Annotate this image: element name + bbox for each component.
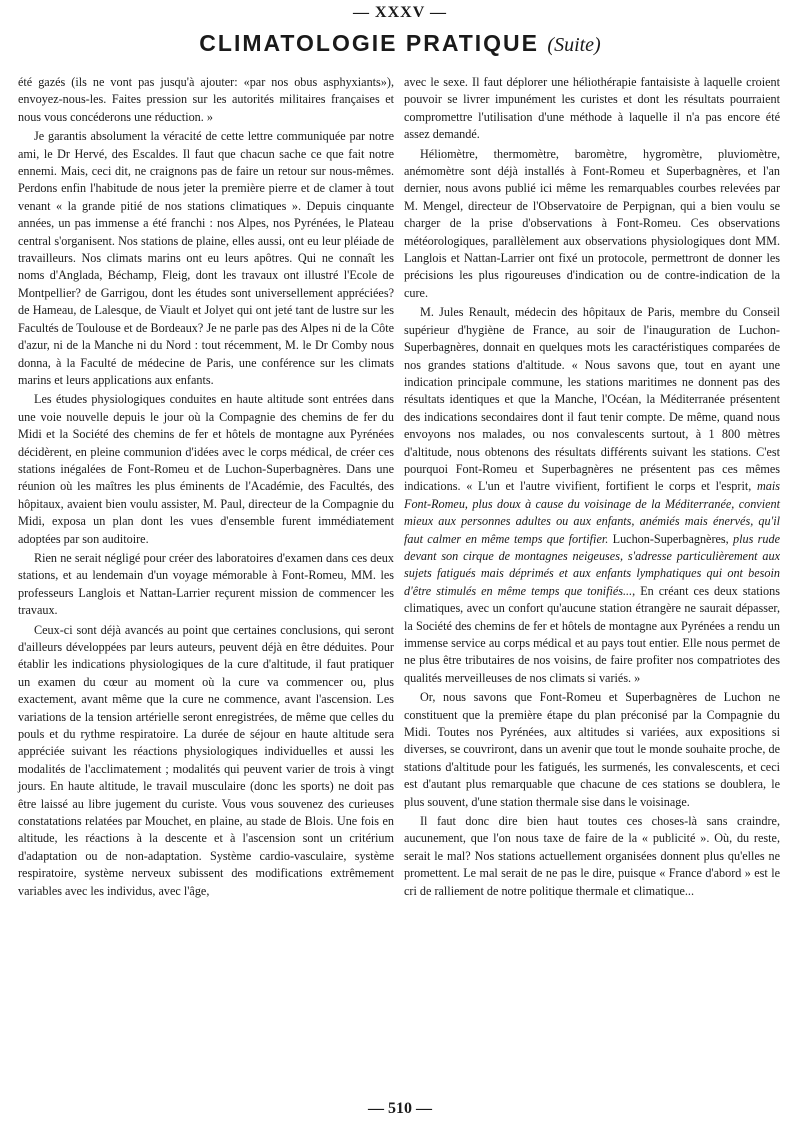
luchon-label: Luchon-Superbagnères,	[612, 531, 729, 546]
right-paragraph-2: Héliomètre, thermomètre, baromètre, hygromètre, pluviomètre, anémomètre sont déjà installés à Font-Romeu et Superbagnères, et l'an dernier, nous avons publié ici même les remarquables courbes relevées par M. Mengel, directeur de l'Observatoire de Perpignan, qui a bien voulu se charger de la prise d'observations à Font-Romeu. Ces observations météorologiques, parallèlement aux observations physiologiques dont MM. Langlois et Nattan-Larrier ont fixé un protocole, permettront de donner les précisions les plus rigoureuses d'indication ou de contre-indication de la cure.	[404, 146, 780, 300]
left-paragraph-3: Les études physiologiques conduites en haute altitude sont entrées dans une voie nouvelle depuis le jour où la Compagnie des chemins de fer du Midi et la Société des chemins de fer et hôtels de montagne aux Pyrénées décidèrent, en pleine communion d'idées avec le corps médical, de créer ces stations inégalées de Font-Romeu et de Luchon-Superbagnères. Dans une réunion où les maîtres les plus éminents de l'Académie, des Facultés, des hôpitaux, avaient bien voulu assister, M. Paul, directeur de la Compagnie du Midi, exposa un plan dont les vues d'ensemble furent immédiatement adoptées par son auditoire.	[18, 392, 394, 546]
superbagneres-italic-quote: plus rude devant son cirque de montagnes neigeuses, s'adresse particulièrement aux sujets fatigués mais déprimés et aux enfants lymphatiques qui ont besoin d'être stimulés en même temps que tonifiés...	[404, 531, 781, 598]
right-column	[404, 74, 780, 900]
quote-conclusion: , En créant ces deux stations climatiques, avec un confort qu'aucune station étrangère ne saurait dépasser, la Société des chemins de fer et hôtels de montagne aux Pyrénées a rendu un immense service au corps médical et au pays tout entier. Elle nous permet de ne plus être tributaires de nos voisins, de faire profiter nos compatriotes des qualités merveilleuses de nos climats si variés. »	[404, 583, 780, 685]
page-title	[0, 30, 800, 57]
left-paragraph-1: été gazés (ils ne vont pas jusqu'à ajouter: «par nos obus asphyxiants»), envoyez-nous-les. Faites pression sur les autorités militaires françaises et nous vous concéderons une réduction. »	[18, 75, 394, 124]
font-romeu-italic-quote: mais Font-Romeu, plus doux à cause du voisinage de la Méditerranée, convient mieux aux personnes adultes ou aux enfants, anémiés mais énervés, qu'il faut calmer en même temps que fortifier.	[404, 479, 781, 546]
left-paragraph-2: Je garantis absolument la véracité de cette lettre communiquée par notre ami, le Dr Hervé, des Escaldes. Il faut que chacun sache ce que fait notre ennemi. Mais, ceci dit, ne craignons pas de faire un retour sur nous-mêmes. Perdons enfin l'habitude de nous jeter la première pierre et de clamer à tout venant « la grande pitié de nos stations climatiques ». Depuis cinquante années, un pas immense a été franchi : nos Alpes, nos Pyrénées, le Plateau central s'organisent. Nos stations de plaine, elles aussi, ont eu leur pléiade de travailleurs. Nos climats marins ont eu leurs apôtres. Qui ne connaît les noms d'Anglada, Béchamp, Fleig, dont les travaux ont illustré l'Ecole de Montpellier? de Garrigou, dont les études sont universellement appréciées? de Hameau, de Lalesque, de Viault et Jolyet qui ont jeté tant de lustre sur les Facultés de Toulouse et de Bordeaux? Je ne parle pas des Alpes ni de la Côte d'azur, ni de la Manche ni du Nord : tout récemment, M. le Dr Comby nous donna, à la Faculté de médecine de Paris, une conférence sur les climats marins et leurs applications aux enfants.	[18, 129, 394, 387]
page-number: — 510 —	[368, 1100, 432, 1117]
left-column	[18, 74, 394, 900]
right-paragraph-3	[404, 304, 780, 687]
right-paragraph-5: Il faut donc dire bien haut toutes ces choses-là sans craindre, aucunement, que l'on nous taxe de faire de la « publicité ». Où, du reste, serait le mal? Nos stations actuellement organisées donnent plus qu'elles ne promettent. Le mal serait de ne pas le dire, puisque « France d'abord » est le cri de ralliement de notre politique thermale et climatique...	[404, 814, 780, 898]
right-paragraph-4: Or, nous savons que Font-Romeu et Superbagnères de Luchon ne constituent que la première étape du plan préconisé par la Compagnie du Midi. Toutes nos Pyrénées, aux altitudes si variées, aux expositions si diverses, se couvriront, dans un avenir que tout le monde souhaite proche, de stations d'altitude pour les fatigués, les surmenés, les convalescents, et ceci est d'autant plus remarquable que chacune de ces stations se doublera, le plus souvent, d'une station thermale sise dans le voisinage.	[404, 690, 780, 809]
quote-intro: M. Jules Renault, médecin des hôpitaux de Paris, membre du Conseil supérieur d'hygiène de France, au soir de l'inauguration de Luchon-Superbagnères, donnait en quelques mots les caractéristiques comparées de nos grandes stations d'altitude. « Nous savons que, tout en ayant une indication principale commune, les stations maritimes ne donnent pas des résultats identiques et que la Manche, l'Océan, la Méditerranée présentent des indications secondaires dont il faut tenir compte. De même, quand nous envoyons nos malades, ou nos convalescents surtout, à 1 800 mètres d'altitude, nous obtenons des résultats différents suivant les stations. C'est pourquoi Font-Romeu et Superbagnères ne présentent pas ces mêmes indications. « L'un et l'autre vivifient, fortifient le corps et l'esprit,	[404, 305, 780, 494]
roman-page-number: — XXXV —	[353, 4, 447, 21]
title-suffix: (Suite)	[547, 34, 601, 56]
title-text: CLIMATOLOGIE PRATIQUE	[199, 30, 540, 56]
left-paragraph-4: Rien ne serait négligé pour créer des laboratoires d'examen dans ces deux stations, et au lendemain d'un voyage mémorable à Font-Romeu, MM. les professeurs Langlois et Nattan-Larrier reçurent mission de commencer les travaux.	[18, 550, 394, 618]
left-paragraph-5: Ceux-ci sont déjà avancés au point que certaines conclusions, qui seront d'ailleurs développées par leurs auteurs, peuvent déjà en être déduites. Pour établir les indications physiologiques de la cure d'altitude, il faut pratiquer un examen du cœur au moment où la cure va commencer ou, plus exactement, avant même que la cure ne commence, avant l'ascension. Les variations de la tension artérielle seront enregistrées, de même que celles du pouls et du rythme respiratoire. La durée de séjour en haute altitude sera appréciée suivant les réactions physiologiques individuelles et aussi les modalités de l'acclimatement ; modalités qui peuvent varier de trois à vingt jours. En haute altitude, le travail musculaire (donc les sports) ne doit pas être laissé au libre jugement du curiste. Vous vous souvenez des curieuses constatations relatées par Mouchet, en plaine, au stade de Blois. Une fois en altitude, les réactions à la descente et à l'ascension sont un critérium d'adaptation ou de non-adaptation. Système cardio-vasculaire, système respiratoire, système nerveux subissent des modifications extrêmement variables avec les individus, avec l'âge,	[18, 622, 394, 898]
right-paragraph-1: avec le sexe. Il faut déplorer une héliothérapie fantaisiste à laquelle croient pouvoir se livrer impunément les curistes et dont les résultats pourraient compromettre l'utilisation d'une méthode à laquelle il n'a pas encore été assez demandé.	[404, 75, 780, 142]
